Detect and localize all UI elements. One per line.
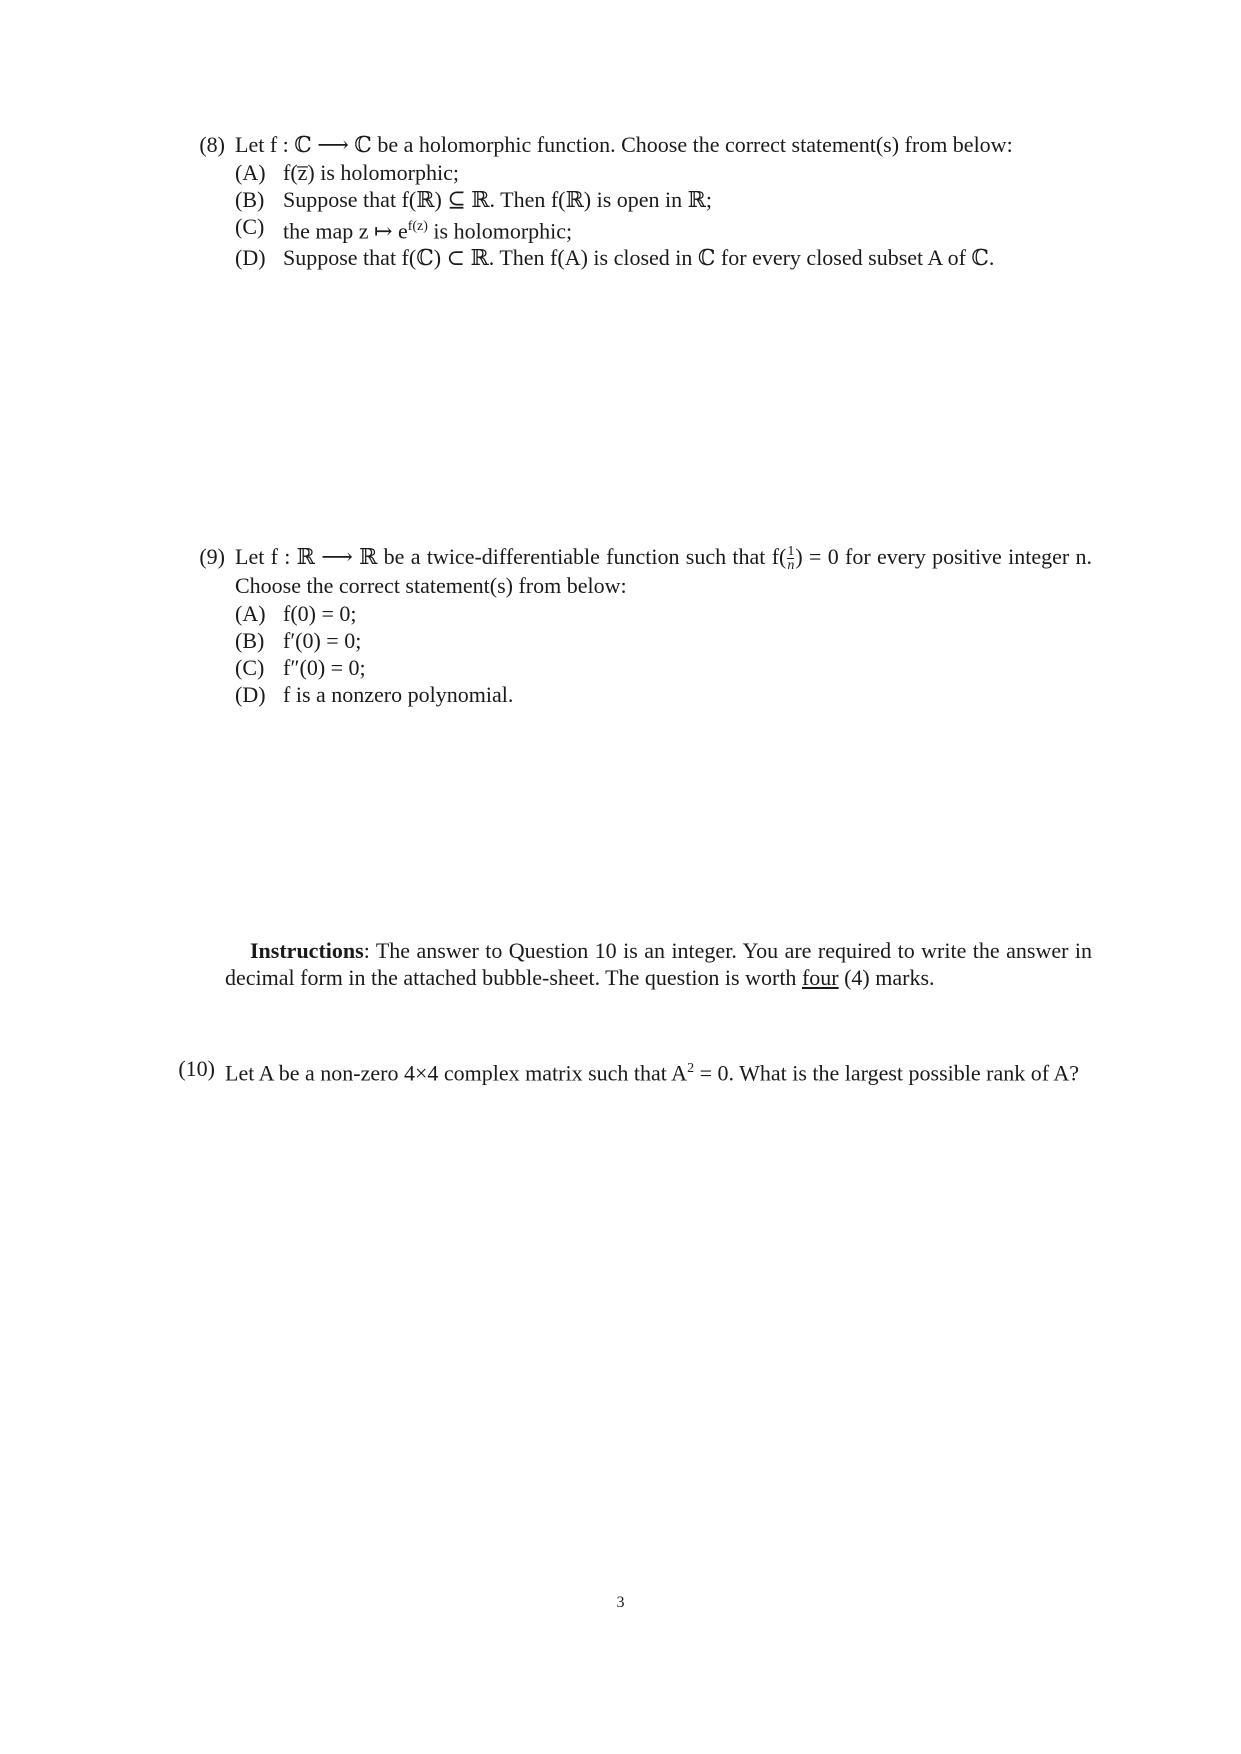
question-number: (10) (178, 1056, 215, 1081)
option-d: (D) f is a nonzero polynomial. (235, 682, 514, 708)
option-a: (A) f(z̅) is holomorphic; (235, 160, 459, 185)
option-b: (B) f′(0) = 0; (235, 628, 362, 654)
question-number: (9) (199, 544, 225, 569)
question-stem: Let f : ℂ ⟶ ℂ be a holomorphic function. Choose the correct statement(s) from below: (235, 132, 1013, 157)
option-b: (B) Suppose that f(ℝ) ⊆ ℝ. Then f(ℝ) is open in ℝ; (235, 187, 713, 212)
question-10 (175, 1055, 1092, 1086)
option-a: (A) f(0) = 0; (235, 601, 357, 627)
underlined-word: four (801, 965, 839, 990)
option-c: (C) the map z ↦ $e^{f(z)}$ is holomorphic; (235, 214, 573, 244)
question-8 (175, 131, 1092, 271)
instructions-lead: Instructions (250, 938, 364, 963)
question-stem: Let A be a non-zero 4×4 complex matrix such that $A^2 = 0$. What is the largest possible rank of A? (225, 1060, 1079, 1086)
question-stem: Let f : ℝ ⟶ ℝ be a twice-differentiable function such that f( $\frac{1}{n}$ ) = 0 for every positive integer n. Choose the correct statement(s) from below: (235, 544, 1093, 599)
option-d: (D) Suppose that f(ℂ) ⊂ ℝ. Then f(A) is closed in ℂ for every closed subset A of ℂ. (235, 245, 995, 271)
option-c: (C) f″(0) = 0; (235, 655, 366, 681)
fraction: $\frac{1}{n}$ (787, 544, 795, 574)
page-number: 3 (616, 1594, 625, 1611)
question-9 (175, 543, 1092, 708)
instructions: Instructions: The answer to Question 10 is an integer. You are required to write the answer in decimal form in the attached bubble-sheet. The question is worth four (4) marks. (225, 938, 1092, 990)
question-number: (8) (199, 132, 225, 157)
